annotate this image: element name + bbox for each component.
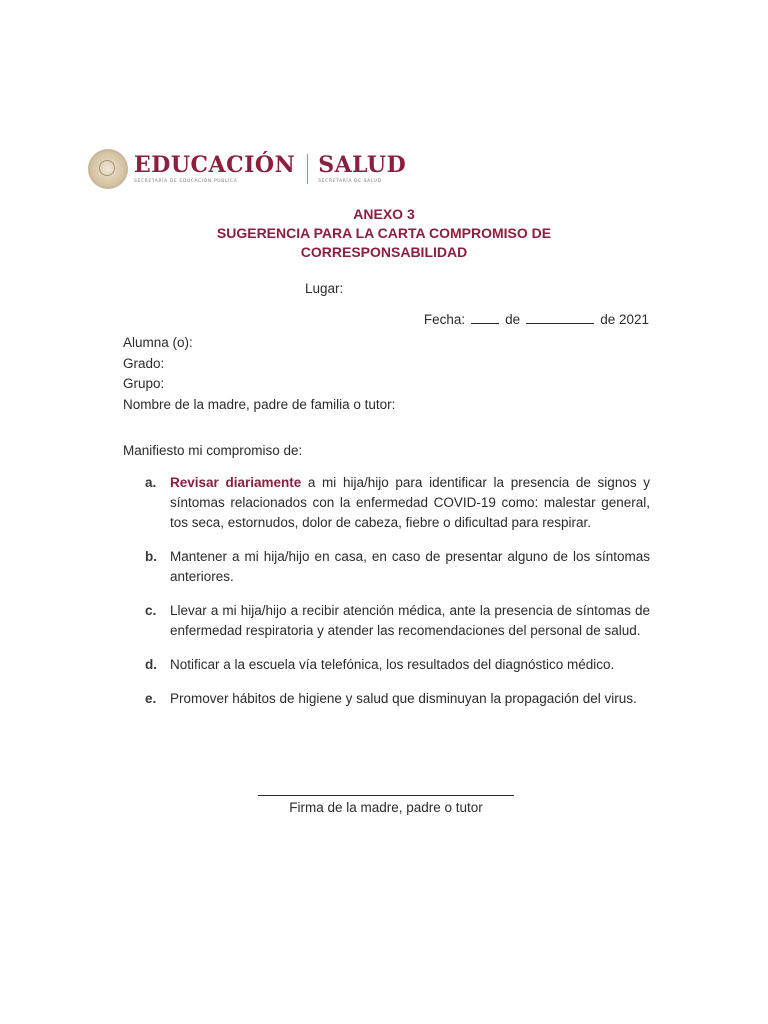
fecha-de: de [505, 312, 521, 327]
field-nombre-tutor: Nombre de la madre, padre de familia o tutor: [123, 396, 396, 412]
national-seal-icon [88, 149, 128, 189]
list-item-letter: c. [145, 603, 157, 618]
header-logos [88, 148, 406, 190]
list-item-text [170, 473, 650, 533]
brand-educacion-name: EDUCACIÓN [134, 152, 296, 178]
brand-salud [318, 154, 406, 184]
signature-label: Firma de la madre, padre o tutor [289, 800, 483, 815]
list-item-body: a mi hija/hijo para identificar la presencia de signos y síntomas relacionados con la enfermedad COVID-19 como: malestar general, tos seca, estornudos, dolor de cabeza, fiebre o dificultad para respirar. [170, 475, 650, 530]
brand-salud-subtitle: SECRETARÍA DE SALUD [318, 179, 382, 184]
brand-divider [307, 154, 308, 184]
brand-educacion-subtitle: SECRETARÍA DE EDUCACIÓN PÚBLICA [134, 179, 238, 184]
signature-line [258, 795, 514, 796]
list-item [145, 547, 650, 587]
title-line-2: SUGERENCIA PARA LA CARTA COMPROMISO DE [216, 225, 552, 241]
fecha-month-blank [526, 311, 594, 324]
list-item [145, 689, 650, 709]
student-fields [123, 333, 395, 415]
list-item-highlight: Revisar diariamente [170, 475, 302, 490]
list-item-letter: e. [145, 691, 157, 706]
list-item [145, 655, 650, 675]
fecha-line [424, 310, 649, 330]
list-item-body: Llevar a mi hija/hijo a recibir atención médica, ante la presencia de síntomas de enfermedad respiratoria y atender las recomendaciones del personal de salud. [170, 603, 650, 638]
list-item-body: Promover hábitos de higiene y salud que disminuyan la propagación del virus. [170, 691, 637, 706]
fecha-year: de 2021 [600, 312, 649, 327]
list-item-body: Mantener a mi hija/hijo en casa, en caso de presentar alguno de los síntomas anteriores. [170, 549, 650, 584]
list-item-letter: b. [145, 549, 157, 564]
document-title [0, 205, 768, 262]
field-grado: Grado: [123, 355, 165, 371]
manifiesto-heading: Manifiesto mi compromiso de: [123, 443, 303, 458]
field-alumna: Alumna (o): [123, 335, 193, 350]
brand-educacion [134, 154, 295, 184]
brand-salud-name: SALUD [318, 152, 407, 178]
signature-block [258, 795, 514, 818]
list-item [145, 601, 650, 641]
lugar-label: Lugar: [305, 281, 344, 296]
field-grupo: Grupo: [123, 376, 165, 391]
title-line-3: CORRESPONSABILIDAD [300, 244, 468, 260]
list-item-letter: d. [145, 657, 157, 672]
title-line-1: ANEXO 3 [353, 206, 415, 222]
list-item [145, 473, 650, 533]
fecha-day-blank [471, 311, 499, 324]
fecha-label: Fecha: [423, 312, 466, 327]
list-item-letter: a. [145, 475, 157, 490]
list-item-body: Notificar a la escuela vía telefónica, los resultados del diagnóstico médico. [170, 657, 615, 672]
commitment-list [145, 473, 650, 723]
